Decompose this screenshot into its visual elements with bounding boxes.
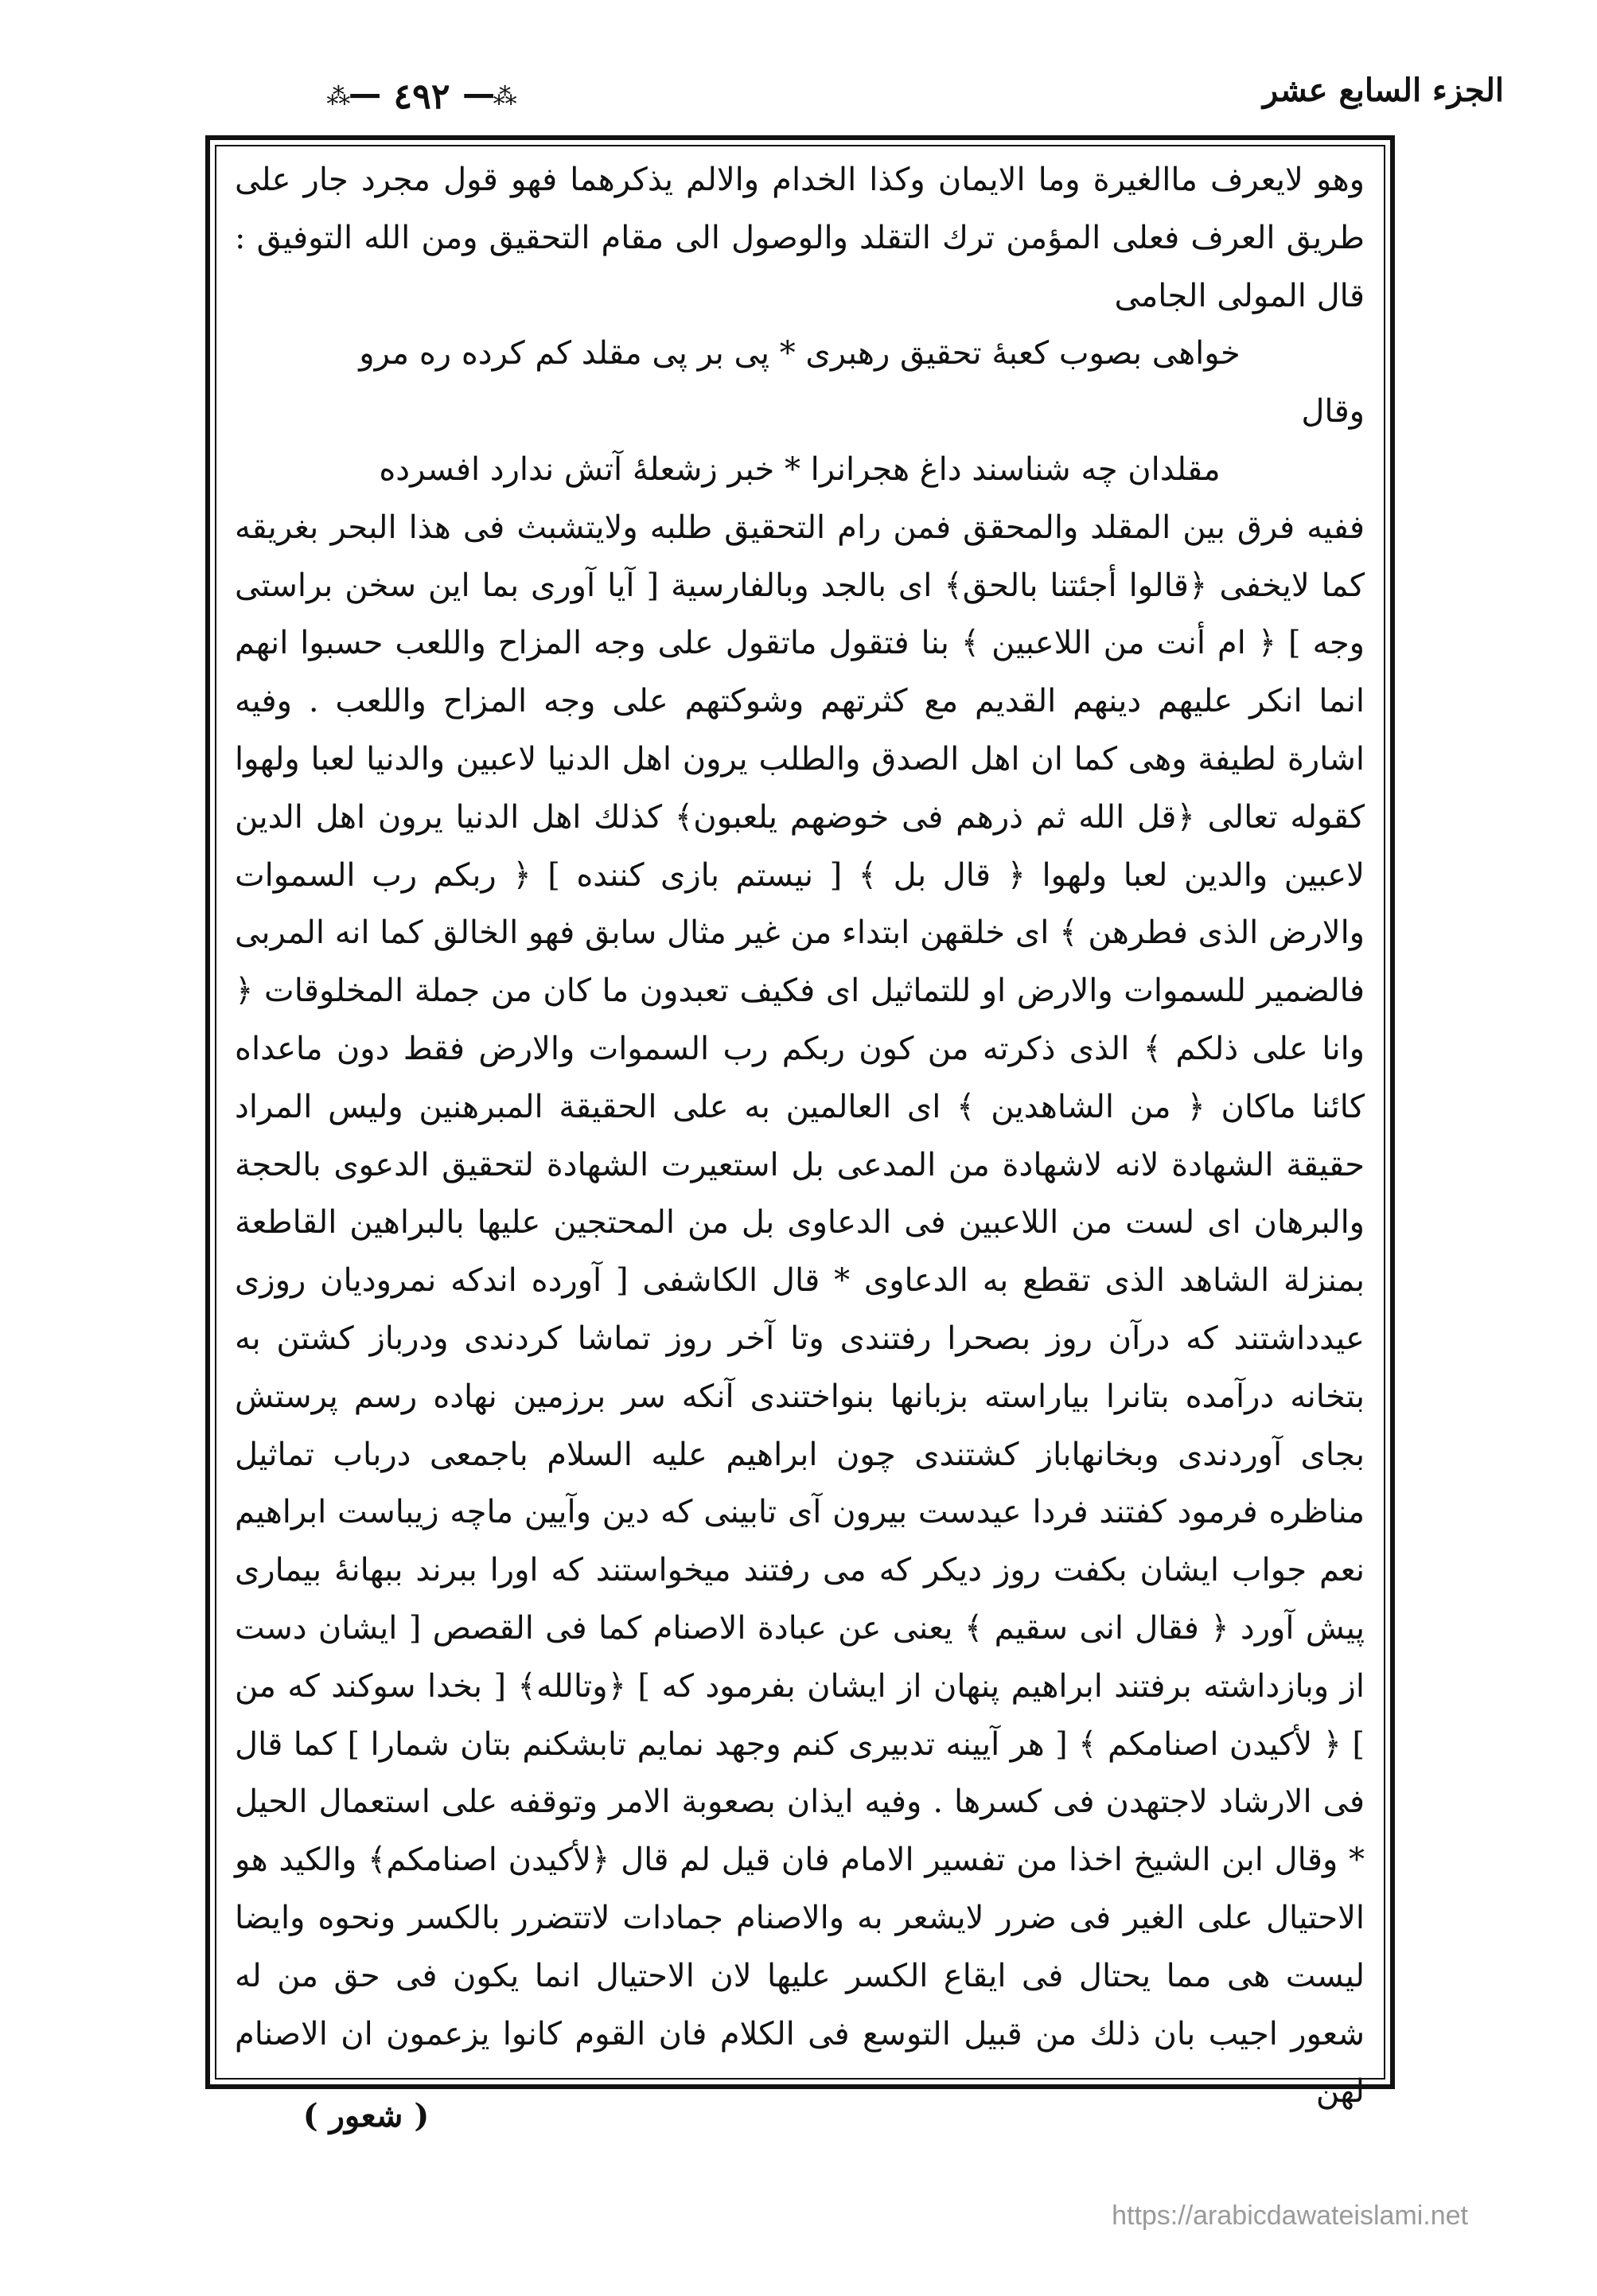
page-header bbox=[0, 68, 1597, 124]
page-number: ٤٩٢ bbox=[393, 76, 450, 117]
verse-line: خواهى بصوب كعبهٔ تحقيق رهبرى * پى بر پى مقلد كم كرده ره مرو bbox=[359, 335, 1241, 372]
paragraph-intro: وهو لايعرف ماالغيرة وما الايمان وكذا الخدام والالم يذكرهما فهو قول مجرد جار على طريق العرف فعلى المؤمن ترك التقلد والوصول الى مقام التحقيق ومن الله التوفيق : قال المولى الجامى bbox=[235, 162, 1365, 314]
ornament-icon: ━━⁂ bbox=[326, 82, 380, 111]
catchword: ( شعور ) bbox=[302, 2097, 430, 2134]
ornament-icon: ⁂━━ bbox=[464, 82, 517, 111]
paragraph-commentary: ففيه فرق بين المقلد والمحقق فمن رام التحقيق طلبه ولايتشبث فى هذا البحر بغريقه كما لايخفى ﴿قالوا أجئتنا بالحق﴾ اى بالجد وبالفارسية [ آيا آورى بما اين سخن براستى وجه ] ﴿ ام أنت من اللاعبين ﴾ بنا فتقول ماتقول على وجه المزاح واللعب حسبوا انهم انما انكر عليهم دينهم القديم مع كثرتهم وشوكتهم على وجه المزاح واللعب . وفيه اشارة لطيفة وهى كما ان اهل الصدق والطلب يرون اهل الدنيا لاعبين والدنيا لعبا ولهوا كقوله تعالى ﴿قل الله ثم ذرهم فى خوضهم يلعبون﴾ كذلك اهل الدنيا يرون اهل الدين لاعبين والدين لعبا ولهوا ﴿ قال بل ﴾ [ نيستم بازى كننده ] ﴿ ربكم رب السموات والارض الذى فطرهن ﴾ اى خلقهن ابتداء من غير مثال سابق فهو الخالق كما انه المربى فالضمير للسموات والارض او للتماثيل اى فكيف تعبدون ما كان من جملة المخلوقات ﴿ وانا على ذلكم ﴾ الذى ذكرته من كون ربكم رب السموات والارض فقط دون ماعداه كائنا ماكان ﴿ من الشاهدين ﴾ اى العالمين به على الحقيقة المبرهنين وليس المراد حقيقة الشهادة لانه لاشهادة من المدعى بل استعيرت الشهادة لتحقيق الدعوى بالحجة والبرهان اى لست من اللاعبين فى الدعاوى بل من المحتجين عليها بالبراهين القاطعة بمنزلة الشاهد الذى تقطع به الدعاوى * قال الكاشفى [ آورده اندكه نمروديان روزى عيدداشتند كه درآن روز بصحرا رفتندى وتا آخر روز تماشا كردندى ودرباز كشتن به بتخانه درآمده بتانرا بياراسته بزبانها بنواختندى آنكه سر برزمين نهاده رسم پرستش بجاى آوردندى وبخانهاباز كشتندى چون ابراهيم عليه السلام باجمعى درباب تماثيل مناظره فرمود كفتند فردا عيدست بيرون آى تابينى كه دين وآيين ماچه زيباست ابراهيم نعم جواب ايشان بكفت روز ديكر كه مى رفتند ميخواستند كه اورا ببرند ببهانهٔ بيمارى پيش آورد ﴿ فقال انى سقيم ﴾ يعنى عن عبادة الاصنام كما فى القصص [ ايشان دست از وبازداشته برفتند ابراهيم پنهان از ايشان بفرمود كه ] ﴿وتالله﴾ [ بخدا سوكند كه من ] ﴿ لأكيدن اصنامكم ﴾ [ هر آيينه تدبيرى كنم وجهد نمايم تابشكنم بتان شمارا ] كما قال فى الارشاد لاجتهدن فى كسرها . وفيه ايذان بصعوبة الامر وتوقفه على استعمال الحيل * وقال ابن الشيخ اخذا من تفسير الامام فان قيل لم قال ﴿لأكيدن اصنامكم﴾ والكيد هو الاحتيال على الغير فى ضرر لايشعر به والاصنام جمادات لاتتضرر بالكسر ونحوه وايضا ليست هى مما يحتال فى ايقاع الكسر عليها لان الاحتيال انما يكون فى حق من له شعور اجيب بان ذلك من قبيل التوسع فى الكلام فان القوم كانوا يزعمون ان الاصنام لهن bbox=[235, 509, 1365, 2111]
watermark-url: https://arabicdawateislami.net bbox=[1112, 2200, 1468, 2231]
paragraph-said: وقال bbox=[1301, 393, 1365, 431]
part-label: الجزء السابع عشر bbox=[1262, 72, 1504, 109]
main-text bbox=[235, 151, 1365, 2111]
page-number-block bbox=[235, 68, 609, 124]
verse-line: مقلدان چه شناسند داغ هجرانرا * خبر زشعلهٔ آتش ندارد افسرده bbox=[379, 450, 1221, 488]
